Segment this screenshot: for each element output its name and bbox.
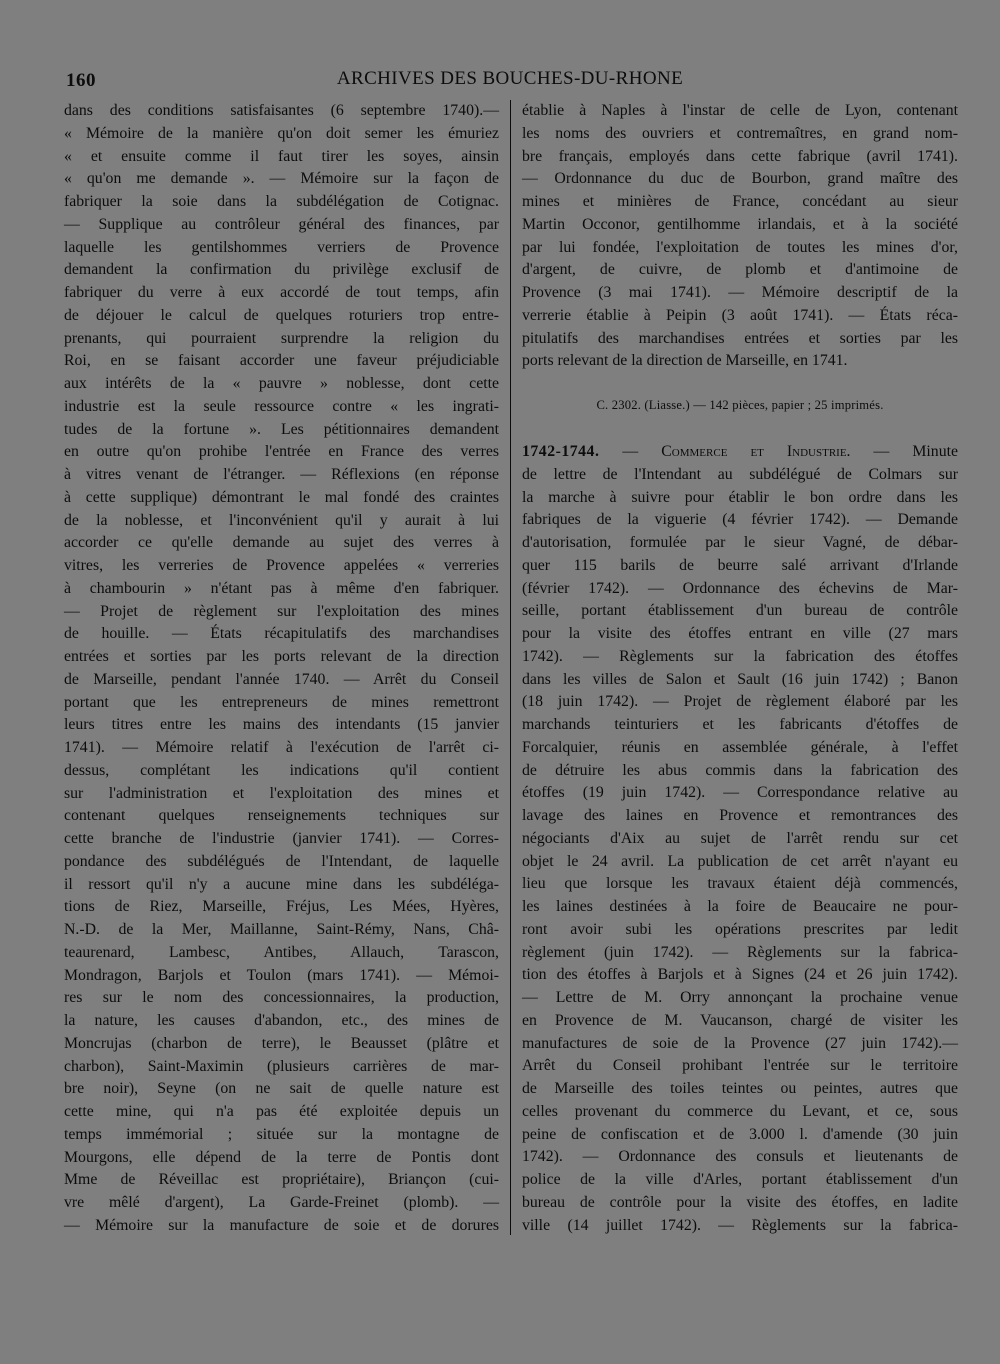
right-column-top <box>522 100 958 373</box>
text-line: étoffes (19 juin 1742). — Correspondance relative au <box>522 784 958 802</box>
text-line: manufactures de soie de la Provence (27 juin 1742).— <box>522 1034 958 1052</box>
text-line: il ressort qu'il n'y a aucune mine dans les subdéléga- <box>64 875 499 893</box>
text-line: temps immémorial ; située sur la montagne de <box>64 1125 499 1143</box>
text-line: 1742). — Règlements sur la fabrication des étoffes <box>522 647 958 665</box>
text-line: en outre qu'on prohibe l'entrée en France des verres <box>64 443 499 461</box>
text-line: peine de confiscation et de 3.000 l. d'amende (30 juin <box>522 1125 958 1143</box>
text-line: dessus, complétant les indications qu'il contient <box>64 761 499 779</box>
right-column-bottom-lines <box>522 464 958 1238</box>
text-line: aux intérêts de la « pauvre » noblesse, dont cette <box>64 375 499 392</box>
text-line: Forcalquier, réunis en assemblée générale, à l'effet <box>522 738 958 756</box>
text-line: Provence (3 mai 1741). — Mémoire descriptif de la <box>522 284 958 301</box>
text-line: verrerie établie à Peipin (3 août 1741). — États réca- <box>522 306 958 324</box>
text-line: charbon), Saint-Maximin (plusieurs carrières de mar- <box>64 1057 499 1075</box>
text-line: Moncrujas (charbon de terre), le Beausset (plâtre et <box>64 1034 499 1052</box>
text-line: ports relevant de la direction de Marseille, en 1741. <box>522 352 848 370</box>
text-line: de Marseille des toiles teintes ou peintes, autres que <box>522 1080 958 1097</box>
text-line: de Marseille, pendant l'année 1740. — Arrêt du Conseil <box>64 670 499 688</box>
entry-first-line-rest: — Minute <box>850 443 958 460</box>
text-line: vre mêlé d'argent), La Garde-Freinet (plomb). — <box>64 1194 499 1211</box>
text-line: la marche à suivre pour établir le bon ordre dans les <box>522 488 958 506</box>
text-line: en Provence de M. Vaucanson, chargé de visiter les <box>522 1011 958 1029</box>
text-line: police de la ville d'Arles, portant établissement d'un <box>522 1171 958 1188</box>
text-line: d'argent, de cuivre, de plomb et d'antimoine de <box>522 261 958 279</box>
text-line: prenants, qui pourraient surprendre la religion du <box>64 329 499 347</box>
text-line: vitres, les verreries de Provence appelées « verreries <box>64 557 499 574</box>
text-line: d'autorisation, formulée par le sieur Vagné, de débar- <box>522 534 958 551</box>
text-line: de lettre de l'Intendant au subdélégué de Colmars sur <box>522 465 958 483</box>
text-line: celles provenant du commerce du Levant, et ce, sous <box>522 1102 958 1120</box>
text-line: — Supplique au contrôleur général des finances, par <box>64 215 499 233</box>
text-line: Mme de Réveillac est propriétaire), Briançon (cui- <box>64 1171 499 1189</box>
entry-heading: Commerce et Industrie. <box>661 443 851 460</box>
text-line: ville (14 juillet 1742). — Règlements sur la fabrica- <box>522 1216 958 1234</box>
text-line: — Projet de règlement sur l'exploitation des mines <box>64 602 499 620</box>
text-line: leurs titres entre les mains des intendants (15 janvier <box>64 716 499 734</box>
text-line: marchands teinturiers et les fabricants d'étoffes de <box>522 716 958 733</box>
text-line: portant que les entrepreneurs de mines remettront <box>64 693 499 711</box>
text-line: fabriquer la soie dans la subdélégation de Cotignac. <box>64 193 499 210</box>
text-line: « qu'on me demande ». — Mémoire sur la façon de <box>64 170 499 188</box>
text-line: dans des conditions satisfaisantes (6 septembre 1740).— <box>64 102 499 119</box>
text-line: ront avoir subi les opérations prescrites par ledit <box>522 920 958 938</box>
text-line: par lui fondée, l'exploitation de toutes les mines d'or, <box>522 238 958 256</box>
text-line: à vitres venant de l'étranger. — Réflexions (en réponse <box>64 466 499 483</box>
text-line: — Mémoire sur la manufacture de soie et de dorures <box>64 1216 499 1234</box>
text-line: bureau de contrôle pour la visite des étoffes, en ladite <box>522 1193 958 1211</box>
text-line: fabriquer du verre à eux accordé de tout temps, afin <box>64 284 499 301</box>
text-line: tion des étoffes à Barjols et à Signes (24 et 26 juin 1742). <box>522 966 958 984</box>
entry-heading-separator: — <box>599 443 662 460</box>
text-line: cette mine, qui n'a pas été exploitée depuis un <box>64 1103 499 1120</box>
text-line: 1741). — Mémoire relatif à l'exécution de l'arrêt ci- <box>64 739 499 756</box>
text-line: pondance des subdélégués de l'Intendant, de laquelle <box>64 852 499 870</box>
text-line: la nature, les causes d'abandon, etc., des mines de <box>64 1012 499 1029</box>
text-line: Arrêt du Conseil prohibant l'entrée sur le territoire <box>522 1057 958 1075</box>
text-line: bre français, employés dans cette fabrique (avril 1741). <box>522 147 958 165</box>
text-line: bre noir), Seyne (on ne sait de quelle nature est <box>64 1080 499 1098</box>
running-title: ARCHIVES DES BOUCHES-DU-RHONE <box>336 68 684 89</box>
text-line: contenant quelques renseignements techniques sur <box>64 807 499 825</box>
text-line: entrées et sorties par les ports relevant de la direction <box>64 648 499 665</box>
text-line: N.-D. de la Mer, Maillanne, Saint-Rémy, Nans, Châ- <box>64 921 499 938</box>
text-line: seille, portant établissement d'un bureau de contrôle <box>522 602 958 620</box>
text-line: les noms des ouvriers et contremaîtres, en grand nom- <box>522 124 958 142</box>
entry-heading-line <box>522 441 958 464</box>
text-line: tions de Riez, Marseille, Fréjus, Les Mées, Hyères, <box>64 898 499 916</box>
page-header <box>60 68 960 96</box>
text-line: objet le 24 avril. La publication de cet arrêt n'ayant eu <box>522 852 958 870</box>
text-line: fabriques de la viguerie (4 février 1742). — Demande <box>522 511 958 529</box>
text-line: teaurenard, Lambesc, Antibes, Allauch, Tarascon, <box>64 943 499 961</box>
text-line: à chambourin » n'étant pas à même d'en fabriquer. <box>64 579 499 597</box>
text-line: « et ensuite comme il faut tirer les soyes, ainsin <box>64 147 499 165</box>
text-line: lieu que lorsque les travaux étaient déjà commencés, <box>522 875 958 893</box>
text-line: (février 1742). — Ordonnance des échevins de Mar- <box>522 579 958 597</box>
right-column-bottom <box>522 441 958 1237</box>
text-line: industrie est la seule ressource contre « les ingrati- <box>64 397 499 415</box>
text-line: sur l'administration et l'exploitation des mines et <box>64 784 499 802</box>
text-line: Roi, en se faisant accorder une faveur préjudiciable <box>64 352 499 370</box>
text-line: — Lettre de M. Orry annonçant la prochaine venue <box>522 989 958 1006</box>
text-line: mines et minières de France, concédant au sieur <box>522 193 958 210</box>
text-line: res sur le nom des concessionnaires, la production, <box>64 989 499 1007</box>
text-line: les laines destinées à la foire de Beaucaire ne pour- <box>522 898 958 915</box>
text-line: quer 115 barils de beurre salé arrivant d'Irlande <box>522 556 958 574</box>
entry-years: 1742-1744. <box>522 443 600 460</box>
text-line: lavage des laines en Provence et remontrances des <box>522 807 958 824</box>
text-line: cette branche de l'industrie (janvier 1741). — Corres- <box>64 830 499 847</box>
text-line: « Mémoire de la manière qu'on doit semer les émuriez <box>64 124 499 142</box>
text-line: dans les villes de Salon et Sault (16 juin 1742) ; Banon <box>522 670 958 688</box>
source-reference: C. 2302. (Liasse.) — 142 pièces, papier ; 25 imprimés. <box>596 398 884 412</box>
text-line: — Ordonnance du duc de Bourbon, grand maître des <box>522 170 958 188</box>
text-line: négociants d'Aix au sujet de l'arrêt rendu sur cet <box>522 829 958 847</box>
text-line: de houille. — États récapitulatifs des marchandises <box>64 625 499 643</box>
text-line: Martin Occonor, gentilhomme irlandais, et à la société <box>522 215 958 233</box>
text-line: de déjouer le calcul de quelques roturiers trop entre- <box>64 306 499 324</box>
text-line: de la noblesse, et l'inconvénient qu'il y aurait à lui <box>64 511 499 529</box>
text-line: règlement (juin 1742). — Règlements sur la fabrica- <box>522 943 958 961</box>
text-line: pitulatifs des marchandises entrées et sorties par les <box>522 329 958 347</box>
text-line: pour la visite des étoffes entrant en ville (27 mars <box>522 625 958 642</box>
column-divider <box>510 100 511 1235</box>
text-line: accorder ce qu'elle demande au sujet des verres à <box>64 534 499 552</box>
text-line: Mondragon, Barjols et Toulon (mars 1741). — Mémoi- <box>64 966 499 984</box>
text-line: Mourgons, elle dépend de la terre de Pontis dont <box>64 1148 499 1166</box>
text-line: demandent la confirmation du privilège exclusif de <box>64 261 499 279</box>
page-number: 160 <box>66 70 96 91</box>
left-column <box>64 100 499 1238</box>
text-line: laquelle les gentilshommes verriers de Provence <box>64 238 499 256</box>
text-line: (18 juin 1742). — Projet de règlement élaboré par les <box>522 693 958 711</box>
text-line: établie à Naples à l'instar de celle de Lyon, contenant <box>522 102 958 119</box>
text-line: tudes de la fortune ». Les pétitionnaires demandent <box>64 420 499 438</box>
text-line: à cette supplique) démontrant le mal fondé des craintes <box>64 488 499 506</box>
text-line: 1742). — Ordonnance des consuls et lieutenants de <box>522 1148 958 1166</box>
text-line: de détruire les abus commis dans la fabrication des <box>522 761 958 779</box>
